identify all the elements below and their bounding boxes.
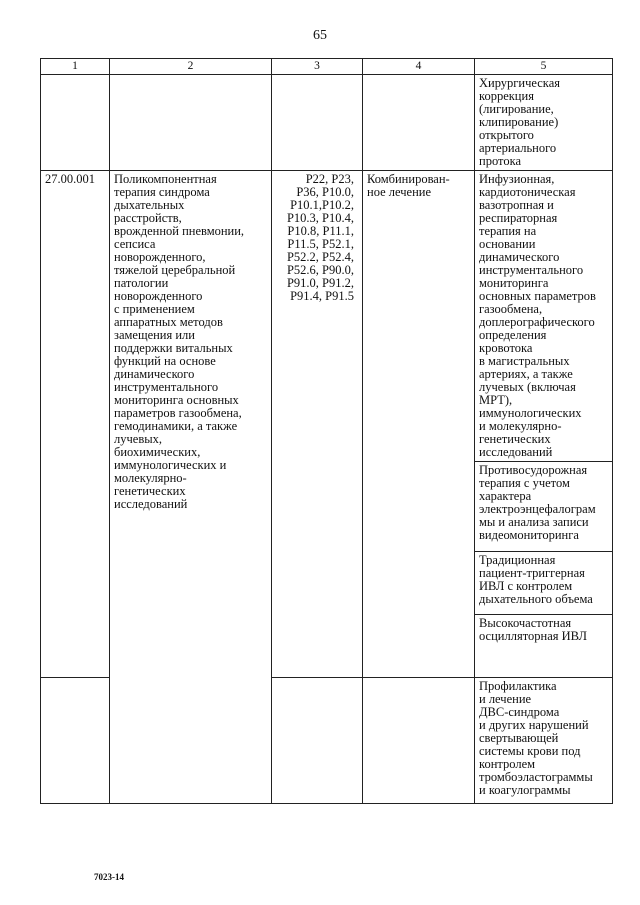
column-header-2: 2 bbox=[110, 59, 272, 75]
document-footer-code: 7023-14 bbox=[94, 872, 124, 882]
column-header-1: 1 bbox=[41, 59, 110, 75]
table-row bbox=[41, 171, 613, 462]
column-header-4: 4 bbox=[363, 59, 475, 75]
procedure-description-cell: Поликомпонентная терапия синдрома дыхательных расстройств, врожденной пневмонии, сепсиса новорожденного, тяжелой церебральной патологии новорожденного с применением аппаратных методов замещения или поддержки витальных функций на основе динамического инструментального мониторинга основных параметров газообмена, гемодинамики, а также лучевых, биохимических, иммунологических и молекулярно- генетических исследований bbox=[110, 171, 272, 804]
empty-cell bbox=[110, 75, 272, 171]
treatment-type-cell: Комбинирован- ное лечение bbox=[363, 171, 475, 678]
treatment-method-cell: Инфузионная, кардиотоническая вазотропная и респираторная терапия на основании динамического инструментального мониторинга основных параметров газообмена, доплерографического определения кровотока в магистральных артериях, а также лучевых (включая МРТ), иммунологических и молекулярно- генетических исследований bbox=[475, 171, 613, 462]
treatment-method-cell: Противосудорожная терапия с учетом характера электроэнцефалограм мы и анализа записи видеомониторинга bbox=[475, 462, 613, 552]
empty-cell bbox=[363, 75, 475, 171]
page-number: 65 bbox=[313, 28, 327, 43]
column-header-5: 5 bbox=[475, 59, 613, 75]
treatment-method-cell: Хирургическая коррекция (лигирование, клипирование) открытого артериального протока bbox=[475, 75, 613, 171]
empty-cell bbox=[41, 678, 110, 804]
treatment-method-cell: Традиционная пациент-триггерная ИВЛ с контролем дыхательного объема bbox=[475, 552, 613, 615]
medical-care-table bbox=[40, 58, 613, 804]
empty-cell bbox=[272, 75, 363, 171]
empty-cell bbox=[41, 75, 110, 171]
empty-cell bbox=[272, 678, 363, 804]
header-row bbox=[41, 59, 613, 75]
procedure-code-cell: 27.00.001 bbox=[41, 171, 110, 678]
treatment-method-cell: Профилактика и лечение ДВС-синдрома и других нарушений свертывающей системы крови под контролем тромбоэластограммы и коагулограммы bbox=[475, 678, 613, 804]
column-header-3: 3 bbox=[272, 59, 363, 75]
treatment-method-cell: Высокочастотная осцилляторная ИВЛ bbox=[475, 615, 613, 678]
empty-cell bbox=[363, 678, 475, 804]
icd-codes-cell: P22, P23, P36, P10.0, P10.1,P10.2, P10.3, P10.4, P10.8, P11.1, P11.5, P52.1, P52.2, P52.4, P52.6, P90.0, P91.0, P91.2, P91.4, P91.5 bbox=[272, 171, 363, 678]
table-row bbox=[41, 75, 613, 171]
